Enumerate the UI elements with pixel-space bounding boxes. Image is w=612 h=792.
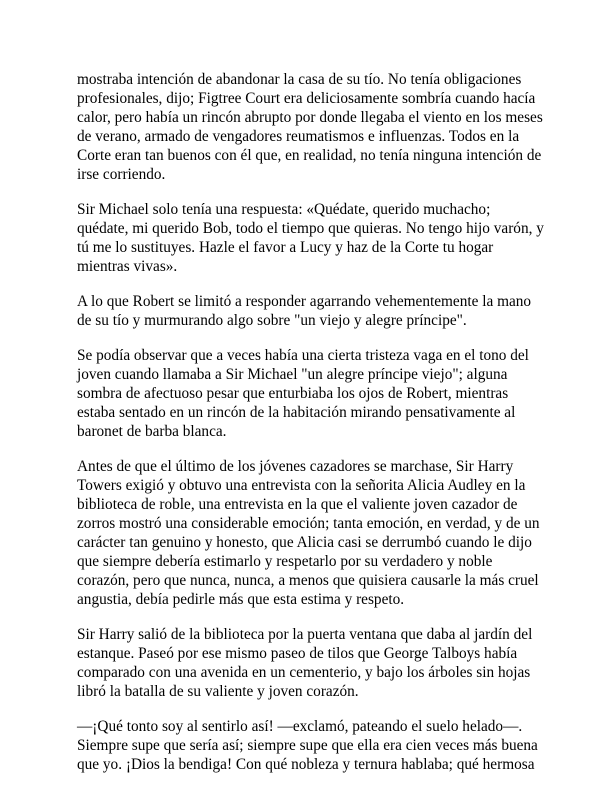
text-line: Se podía observar que a veces había una cierta tristeza vaga en el tono del xyxy=(77,347,529,364)
text-line: zorros mostró una considerable emoción; tanta emoción, en verdad, y de un xyxy=(77,515,540,532)
text-line: Towers exigió y obtuvo una entrevista con la señorita Alicia Audley en la xyxy=(77,477,526,494)
text-line: que siempre debería estimarlo y respetarlo por su verdadero y noble xyxy=(77,553,493,570)
paragraph-6 xyxy=(77,625,542,701)
text-line: Siempre supe que sería así; siempre supe que ella era cien veces más buena xyxy=(77,737,538,754)
text-line: libró la batalla de su valiente y joven corazón. xyxy=(77,683,359,700)
text-line: profesionales, dijo; Figtree Court era deliciosamente sombría cuando hacía xyxy=(77,90,536,107)
paragraph-7 xyxy=(77,717,542,774)
text-line: de verano, armado de vengadores reumatismos e influenzas. Todos en la xyxy=(77,128,520,145)
text-line: mostraba intención de abandonar la casa de su tío. No tenía obligaciones xyxy=(77,71,522,88)
text-line: comparado con una avenida en un cementerio, y bajo los árboles sin hojas xyxy=(77,664,531,681)
paragraph-5 xyxy=(77,457,542,609)
text-line: angustia, debía pedirle más que esta estima y respeto. xyxy=(77,591,405,608)
text-line: mientras vivas». xyxy=(77,258,178,275)
text-line: joven cuando llamaba a Sir Michael "un alegre príncipe viejo"; alguna xyxy=(77,366,508,383)
text-line: calor, pero había un rincón abrupto por donde llegaba el viento en los meses xyxy=(77,109,543,126)
text-line: estaba sentado en un rincón de la habitación mirando pensativamente al xyxy=(77,404,516,421)
text-line: que yo. ¡Dios la bendiga! Con qué nobleza y ternura hablaba; qué hermosa xyxy=(77,756,535,773)
text-line: Sir Harry salió de la biblioteca por la puerta ventana que daba al jardín del xyxy=(77,626,533,643)
text-line: sombra de afectuoso pesar que enturbiaba los ojos de Robert, mientras xyxy=(77,385,509,402)
text-line: de su tío y murmurando algo sobre "un viejo y alegre príncipe". xyxy=(77,312,467,329)
text-line: irse corriendo. xyxy=(77,166,166,183)
text-line: Corte eran tan buenos con él que, en realidad, no tenía ninguna intención de xyxy=(77,147,542,164)
paragraph-1 xyxy=(77,70,542,184)
text-line: tú me lo sustituyes. Hazle el favor a Lucy y haz de la Corte tu hogar xyxy=(77,239,494,256)
text-line: Sir Michael solo tenía una respuesta: «Quédate, querido muchacho; xyxy=(77,201,491,218)
paragraph-4 xyxy=(77,346,542,441)
text-line: biblioteca de roble, una entrevista en la que el valiente joven cazador de xyxy=(77,496,518,513)
text-line: carácter tan genuino y honesto, que Alicia casi se derrumbó cuando le dijo xyxy=(77,534,532,551)
text-line: estanque. Paseó por ese mismo paseo de tilos que George Talboys había xyxy=(77,645,518,662)
paragraph-2 xyxy=(77,200,542,276)
text-line: A lo que Robert se limitó a responder agarrando vehementemente la mano xyxy=(77,293,532,310)
text-line: baronet de barba blanca. xyxy=(77,423,227,440)
text-line: Antes de que el último de los jóvenes cazadores se marchase, Sir Harry xyxy=(77,458,514,475)
text-line: quédate, mi querido Bob, todo el tiempo que quieras. No tengo hijo varón, y xyxy=(77,220,544,237)
text-line: —¡Qué tonto soy al sentirlo así! —exclamó, pateando el suelo helado—. xyxy=(77,718,523,735)
text-line: corazón, pero que nunca, nunca, a menos que quisiera causarle la más cruel xyxy=(77,572,539,589)
paragraph-3 xyxy=(77,292,542,330)
